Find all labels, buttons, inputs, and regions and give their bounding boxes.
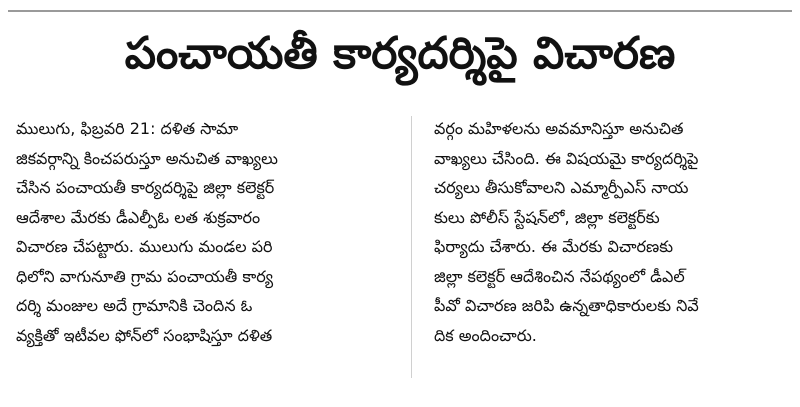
article-column-right — [434, 114, 786, 350]
column-line: దిక అందించారు. — [434, 325, 537, 345]
column-line: వ్యక్తితో ఇటీవల ఫోన్‌లో సంభాషిస్తూ దళిత — [16, 325, 273, 345]
column-line: కులు పోలీస్ స్టేషన్‌లో, జిల్లా కలెక్టర్‌కు — [434, 207, 660, 227]
column-line: ధిలోని వాగునూతి గ్రామ పంచాయతీ కార్య — [16, 266, 274, 286]
column-line: ములుగు, ఫిబ్రవరి 21: దళిత సామా — [16, 119, 239, 138]
article-column-left — [16, 114, 388, 350]
column-line: వర్గం మహిళలను అవమానిస్తూ అనుచిత — [434, 119, 684, 138]
column-line: జిల్లా కలెక్టర్ ఆదేశించిన నేపథ్యంలో డీఎల్ — [434, 266, 685, 286]
column-divider — [411, 116, 412, 378]
column-line: జికవర్గాన్ని కించపరుస్తూ అనుచిత వాఖ్యలు — [16, 148, 278, 168]
column-line: దర్శి మంజుల అదే గ్రామానికి చెందిన ఓ — [16, 296, 253, 315]
column-line: వాఖ్యలు చేసింది. ఈ విషయమై కార్యదర్శిపై — [434, 148, 699, 168]
column-line: చేసిన పంచాయతీ కార్యదర్శిపై జిల్లా కలెక్టర్ — [16, 178, 275, 197]
column-line: ఫిర్యాదు చేశారు. ఈ మేరకు విచారణకు — [434, 237, 674, 256]
column-line: ఆదేశాల మేరకు డీఎల్పీఓ లత శుక్రవారం — [16, 207, 261, 227]
column-line: చర్యలు తీసుకోవాలని ఎమ్మార్పీఎస్ నాయ — [434, 178, 689, 197]
top-rule — [8, 10, 792, 12]
column-line: విచారణ చేపట్టారు. ములుగు మండల పరి — [16, 237, 273, 256]
article-headline: పంచాయతీ కార్యదర్శిపై విచారణ — [124, 28, 676, 79]
column-line: పీవో విచారణ జరిపి ఉన్నతాధికారులకు నివే — [434, 296, 699, 315]
